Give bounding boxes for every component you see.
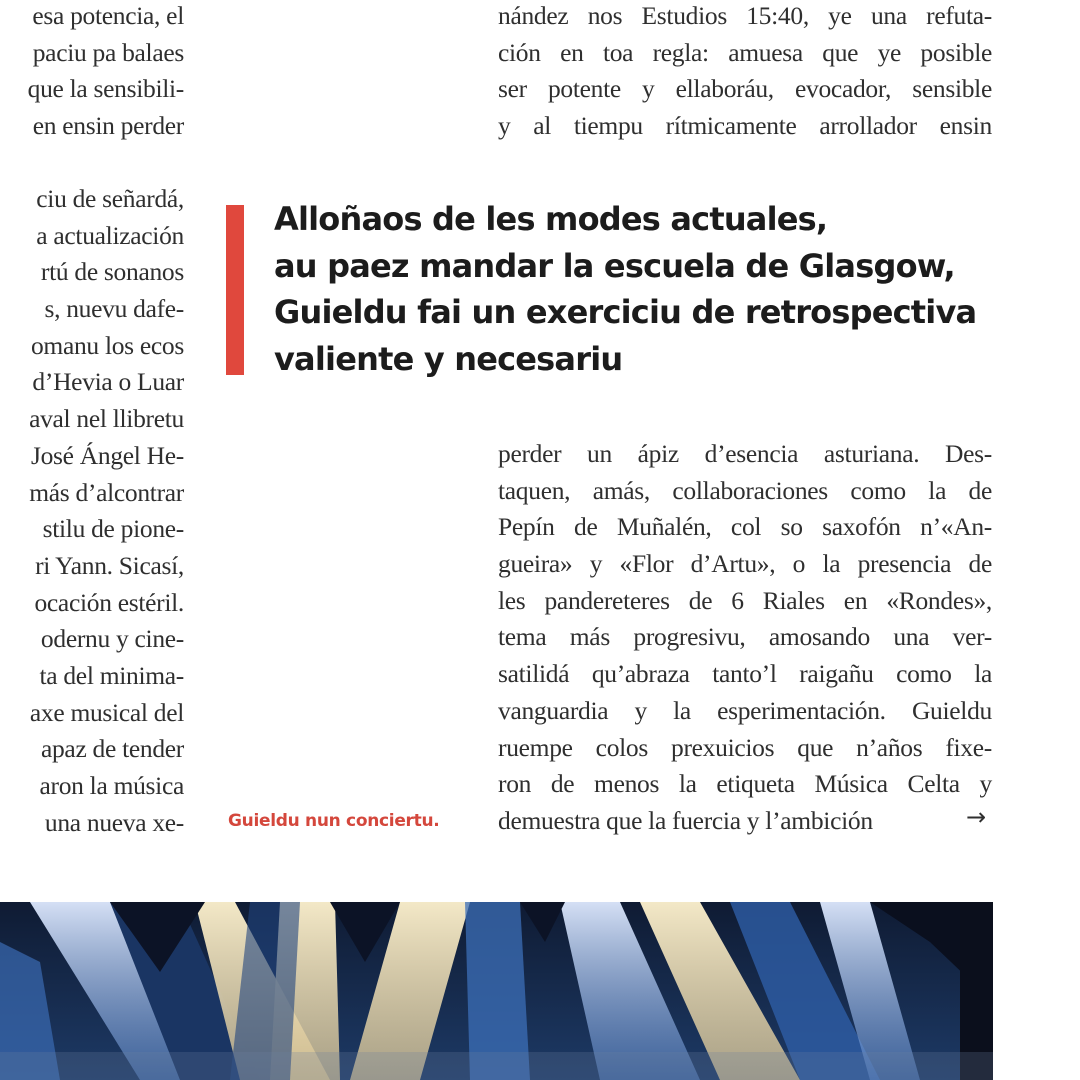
- pullquote-line: valiente y necesariu: [274, 339, 623, 378]
- text-line: ocación estéril.: [34, 587, 184, 617]
- text-line: José Ángel He-: [30, 440, 184, 470]
- text-line: axe musical del: [29, 697, 184, 727]
- text-line: una nueva xe-: [44, 807, 184, 837]
- text-line: en ensin perder: [32, 111, 184, 141]
- text-line: gueira» y «Flor d’Artu», o la presencia de: [498, 549, 992, 579]
- text-line: odernu y cine-: [40, 624, 184, 654]
- text-line: ron de menos la etiqueta Música Celta y: [498, 769, 992, 799]
- text-line: stilu de pione-: [42, 514, 184, 544]
- text-line: taquen, amás, collaboraciones como la de: [498, 475, 992, 505]
- text-line: demuestra que la fuercia y l’ambición: [498, 805, 873, 835]
- text-line: aval nel llibretu: [29, 404, 184, 434]
- text-line: ri Yann. Sicasí,: [35, 550, 184, 580]
- text-line: apaz de tender: [40, 734, 184, 764]
- text-line: ser potente y ellaboráu, evocador, sensible: [498, 74, 992, 104]
- text-line: vanguardia y la esperimentación. Guieldu: [498, 695, 992, 725]
- text-line: nández nos Estudios 15:40, ye una refuta-: [498, 1, 992, 30]
- text-line: tema más progresivu, amosando una ver-: [498, 622, 992, 652]
- text-line: paciu pa balaes: [32, 37, 184, 67]
- pullquote-line: au paez mandar la escuela de Glasgow,: [274, 246, 955, 285]
- text-line: perder un ápiz d’esencia asturiana. Des-: [498, 439, 992, 468]
- text-line: rtú de sonanos: [40, 257, 184, 287]
- text-line: Pepín de Muñalén, col so saxofón n’«An-: [498, 512, 992, 542]
- text-line: les pandereteres de 6 Riales en «Rondes»,: [498, 585, 992, 615]
- pullquote: [274, 196, 1004, 382]
- text-line: aron la música: [39, 771, 184, 800]
- pullquote-accent-bar: [226, 205, 244, 375]
- text-line: a actualización: [36, 220, 184, 250]
- arrow-right-icon: →: [966, 803, 987, 831]
- text-line: ciu de señardá,: [36, 184, 184, 213]
- text-line: ruempe colos prexuicios que n’años fixe-: [498, 732, 992, 762]
- text-line: esa potencia, el: [32, 1, 184, 30]
- concert-photo: [0, 902, 993, 1080]
- text-line: omanu los ecos: [30, 330, 184, 360]
- stage-lights-image: [0, 902, 993, 1080]
- text-line: ta del minima-: [39, 660, 184, 690]
- photo-caption: Guieldu nun conciertu.: [228, 811, 440, 831]
- left-column-top: [0, 0, 184, 145]
- text-line: y al tiempu rítmicamente arrollador ensin: [498, 111, 992, 141]
- text-line: ción en toa regla: amuesa que ye posible: [498, 37, 992, 67]
- text-line: d’Hevia o Luar: [32, 367, 184, 397]
- text-line: más d’alcontrar: [29, 477, 184, 507]
- pullquote-line: Alloñaos de les modes actuales,: [274, 200, 828, 238]
- text-line: s, nuevu dafe-: [44, 294, 184, 324]
- right-column-top: [498, 0, 992, 145]
- left-column-bottom: [0, 181, 184, 841]
- right-column-bottom: [498, 436, 992, 840]
- text-line: que la sensibili-: [27, 74, 184, 104]
- pullquote-line: Guieldu fai un exerciciu de retrospectiva: [274, 293, 977, 331]
- text-line: satilidá qu’abraza tanto’l raigañu como la: [498, 659, 992, 689]
